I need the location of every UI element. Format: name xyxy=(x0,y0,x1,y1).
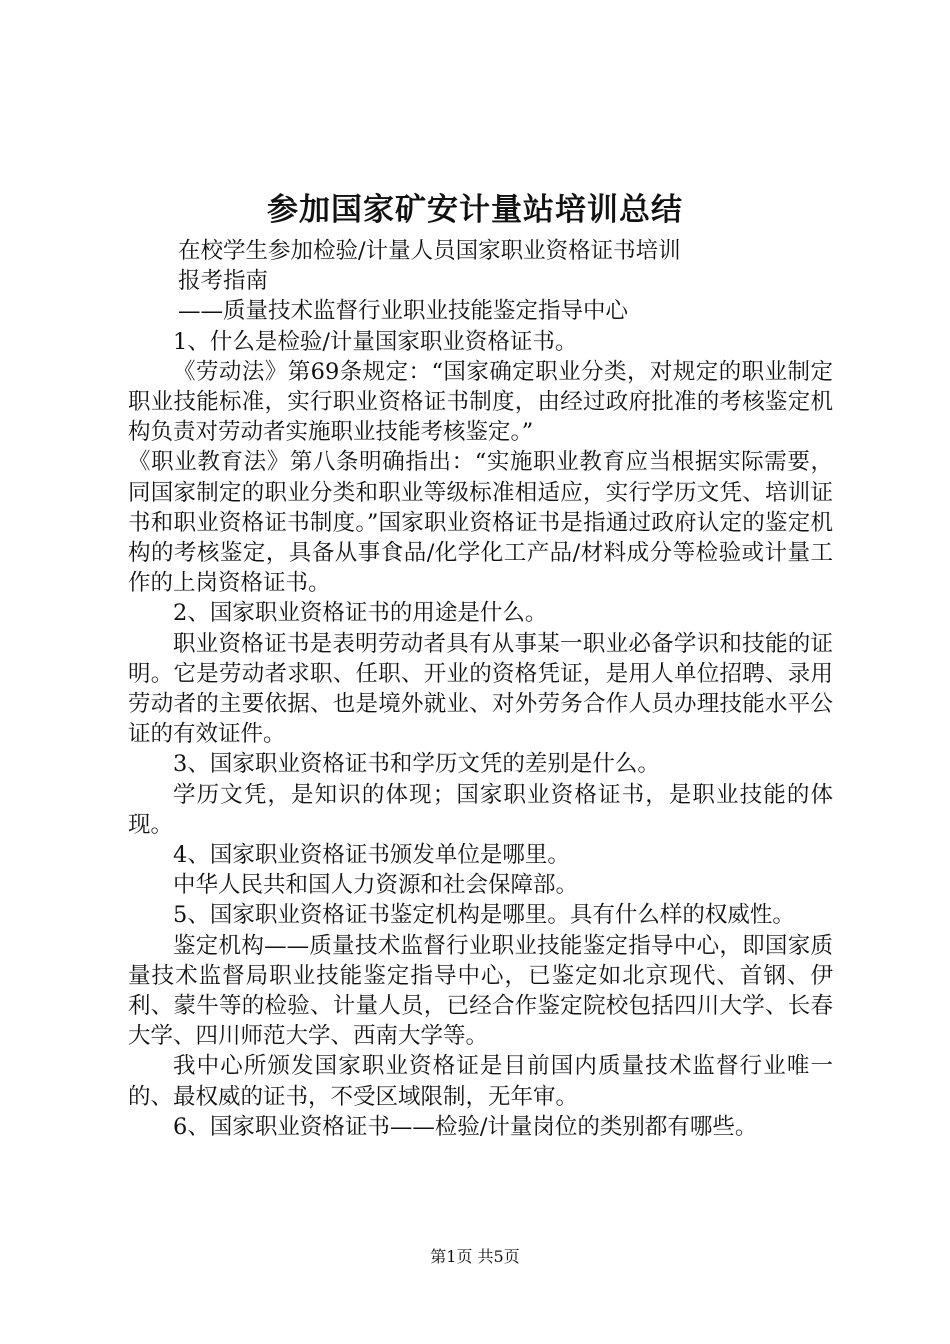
paragraph-intro: 在校学生参加检验/计量人员国家职业资格证书培训 xyxy=(178,238,681,264)
answer-paragraph: 鉴定机构——质量技术监督行业职业技能鉴定指导中心，即国家质量技术监督局职业技能鉴定指导中心，已鉴定如北京现代、首钢、伊利、蒙牛等的检验、计量人员，已经合作鉴定院校包括四川大学、长春大学、四川师范大学、西南大学等。 xyxy=(128,932,833,1050)
answer-paragraph: 中华人民共和国人力资源和社会保障部。 xyxy=(173,872,579,899)
paragraph-guide: 报考指南 xyxy=(178,268,269,295)
page-number-footer: 第1页 共5页 xyxy=(430,1247,520,1266)
answer-paragraph: 《职业教育法》第八条明确指出：“实施职业教育应当根据实际需要，同国家制定的职业分类和职业等级标准相适应，实行学历文凭、培训证书和职业资格证书制度。”国家职业资格证书是指通过政府认定的鉴定机构的考核鉴定，具备从事食品/化学化工产品/材料成分等检验或计量工作的上岗资格证书。 xyxy=(128,449,833,597)
answer-paragraph: 职业资格证书是表明劳动者具有从事某一职业必备学识和技能的证明。它是劳动者求职、任职、开业的资格凭证，是用人单位招聘、录用劳动者的主要依据、也是境外就业、对外劳务合作人员办理技能水平公证的有效证件。 xyxy=(128,630,833,748)
document-title: 参加国家矿安计量站培训总结 xyxy=(267,192,683,228)
document-body xyxy=(128,236,833,1142)
question-heading: 2、国家职业资格证书的用途是什么。 xyxy=(173,600,548,627)
question-heading: 1、什么是检验/计量国家职业资格证书。 xyxy=(173,328,578,355)
answer-paragraph: 学历文凭，是知识的体现；国家职业资格证书，是职业技能的体现。 xyxy=(128,781,833,838)
question-heading: 5、国家职业资格证书鉴定机构是哪里。具有什么样的权威性。 xyxy=(173,902,795,929)
answer-paragraph: 我中心所颁发国家职业资格证是目前国内质量技术监督行业唯一的、最权威的证书，不受区域限制，无年审。 xyxy=(128,1053,833,1110)
paragraph-issuer: ——质量技术监督行业职业技能鉴定指导中心 xyxy=(178,298,629,325)
question-heading: 4、国家职业资格证书颁发单位是哪里。 xyxy=(173,842,570,869)
answer-paragraph: 《劳动法》第69条规定：“国家确定职业分类，对规定的职业制定职业技能标准，实行职业资格证书制度，由经过政府批准的考核鉴定机构负责对劳动者实施职业技能考核鉴定。” xyxy=(128,358,833,446)
question-heading: 6、国家职业资格证书——检验/计量岗位的类别都有哪些。 xyxy=(173,1113,758,1140)
question-heading: 3、国家职业资格证书和学历文凭的差别是什么。 xyxy=(173,751,660,778)
